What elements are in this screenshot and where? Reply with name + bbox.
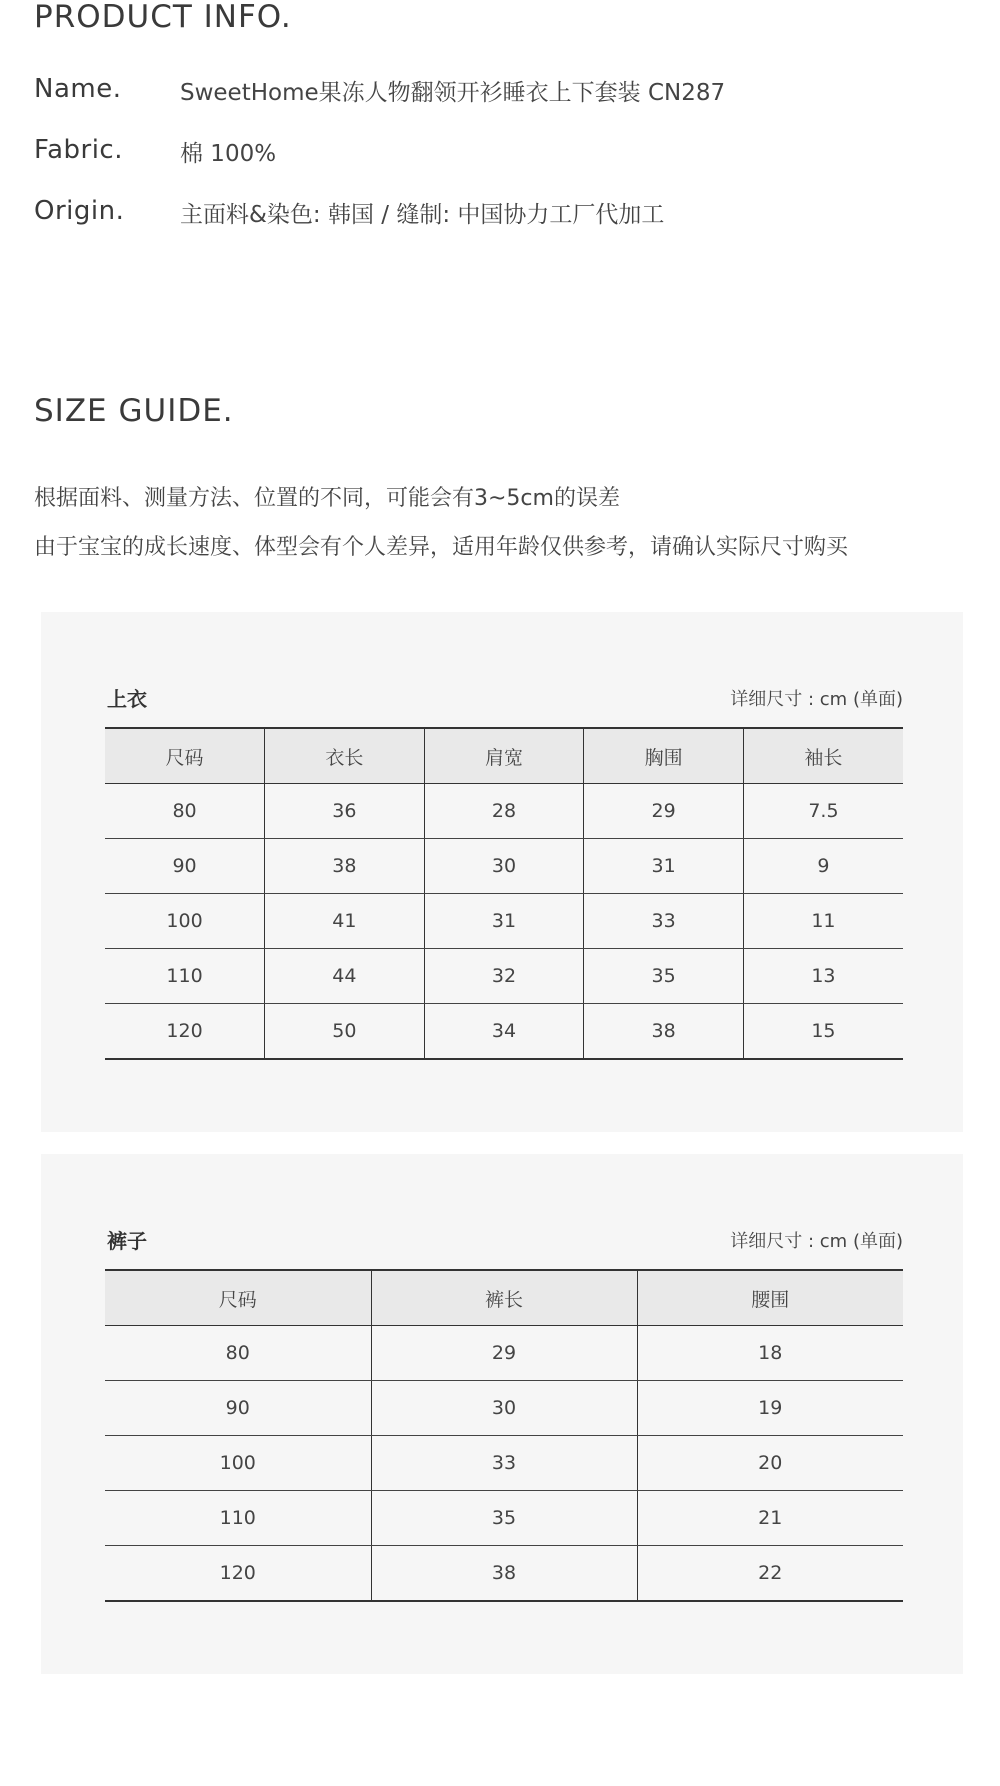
- table-row: [105, 1004, 903, 1060]
- fabric-value: 棉 100%: [180, 141, 277, 167]
- table-cell: 28: [424, 784, 584, 839]
- table-cell: 22: [637, 1546, 903, 1602]
- table-cell: 90: [105, 1381, 371, 1436]
- table-cell: 21: [637, 1491, 903, 1546]
- top-size-panel: [41, 612, 963, 1132]
- table-row: [105, 839, 903, 894]
- table-cell: 29: [371, 1326, 637, 1381]
- bottom-size-panel: [41, 1154, 963, 1674]
- table-cell: 110: [105, 1491, 371, 1546]
- table-cell: 38: [265, 839, 425, 894]
- table-row: [105, 1436, 903, 1491]
- table-cell: 38: [371, 1546, 637, 1602]
- top-panel-header: [105, 683, 903, 713]
- table-cell: 15: [743, 1004, 903, 1060]
- table-header-row: [105, 728, 903, 784]
- table-cell: 36: [265, 784, 425, 839]
- bottom-size-table: [105, 1269, 903, 1602]
- bottom-table-name: 裤子: [107, 1229, 147, 1253]
- top-table-name: 上衣: [107, 687, 147, 711]
- table-cell: 90: [105, 839, 265, 894]
- bottom-panel-header: [105, 1225, 903, 1255]
- header-cell: 尺码: [105, 1270, 371, 1326]
- table-cell: 13: [743, 949, 903, 1004]
- table-header-row: [105, 1270, 903, 1326]
- size-note: 由于宝宝的成长速度、体型会有个人差异，适用年龄仅供参考，请确认实际尺寸购买: [34, 535, 849, 560]
- table-cell: 120: [219, 1562, 256, 1584]
- table-cell: 41: [265, 894, 425, 949]
- info-row-fabric: [34, 135, 934, 171]
- table-cell: 30: [424, 839, 584, 894]
- table-row: [105, 1381, 903, 1436]
- name-value: SweetHome果冻人物翻领开衫睡衣上下套装 CN287: [180, 80, 726, 106]
- table-cell: 7.5: [743, 784, 903, 839]
- name-label: Name.: [34, 74, 122, 104]
- header-cell: 裤长: [371, 1270, 637, 1326]
- top-table-unit: 详细尺寸 : cm (单面): [730, 689, 903, 710]
- table-row: [105, 1546, 903, 1602]
- header-cell: 袖长: [743, 728, 903, 784]
- table-cell: 80: [105, 784, 265, 839]
- table-cell: 50: [265, 1004, 425, 1060]
- table-cell: 35: [584, 949, 744, 1004]
- origin-label: Origin.: [34, 196, 125, 226]
- fabric-label: Fabric.: [34, 135, 123, 165]
- top-size-table: [105, 727, 903, 1060]
- table-cell: 44: [265, 949, 425, 1004]
- table-cell: 29: [584, 784, 744, 839]
- header-cell: 尺码: [105, 728, 265, 784]
- table-row: [105, 784, 903, 839]
- header-cell: 肩宽: [424, 728, 584, 784]
- table-cell: 11: [743, 894, 903, 949]
- size-guide-title: SIZE GUIDE.: [34, 393, 234, 429]
- table-cell: 38: [584, 1004, 744, 1060]
- table-row: [105, 949, 903, 1004]
- table-cell: 100: [105, 1436, 371, 1491]
- table-cell: 31: [424, 894, 584, 949]
- bottom-table-unit: 详细尺寸 : cm (单面): [730, 1231, 903, 1252]
- table-cell: 34: [424, 1004, 584, 1060]
- info-row-origin: [34, 196, 934, 232]
- product-info-title: PRODUCT INFO.: [34, 0, 292, 35]
- header-cell: 胸围: [584, 728, 744, 784]
- size-note: 根据面料、测量方法、位置的不同，可能会有3~5cm的误差: [34, 486, 620, 511]
- table-cell: 80: [105, 1326, 371, 1381]
- info-row-name: [34, 74, 934, 110]
- table-cell: 120: [166, 1020, 203, 1042]
- table-cell: 9: [743, 839, 903, 894]
- header-cell: 腰围: [637, 1270, 903, 1326]
- table-cell: 20: [637, 1436, 903, 1491]
- origin-value: 主面料&染色: 韩国 / 缝制: 中国协力工厂代加工: [180, 202, 665, 228]
- table-row: [105, 1326, 903, 1381]
- table-cell: 30: [371, 1381, 637, 1436]
- table-row: [105, 1491, 903, 1546]
- table-cell: 31: [584, 839, 744, 894]
- table-cell: 33: [584, 894, 744, 949]
- table-cell: 35: [371, 1491, 637, 1546]
- table-cell: 32: [424, 949, 584, 1004]
- table-cell: 19: [637, 1381, 903, 1436]
- header-cell: 衣长: [265, 728, 425, 784]
- size-notes: [34, 474, 848, 572]
- table-cell: 18: [637, 1326, 903, 1381]
- table-cell: 100: [105, 894, 265, 949]
- table-row: [105, 894, 903, 949]
- table-cell: 110: [105, 949, 265, 1004]
- table-cell: 33: [371, 1436, 637, 1491]
